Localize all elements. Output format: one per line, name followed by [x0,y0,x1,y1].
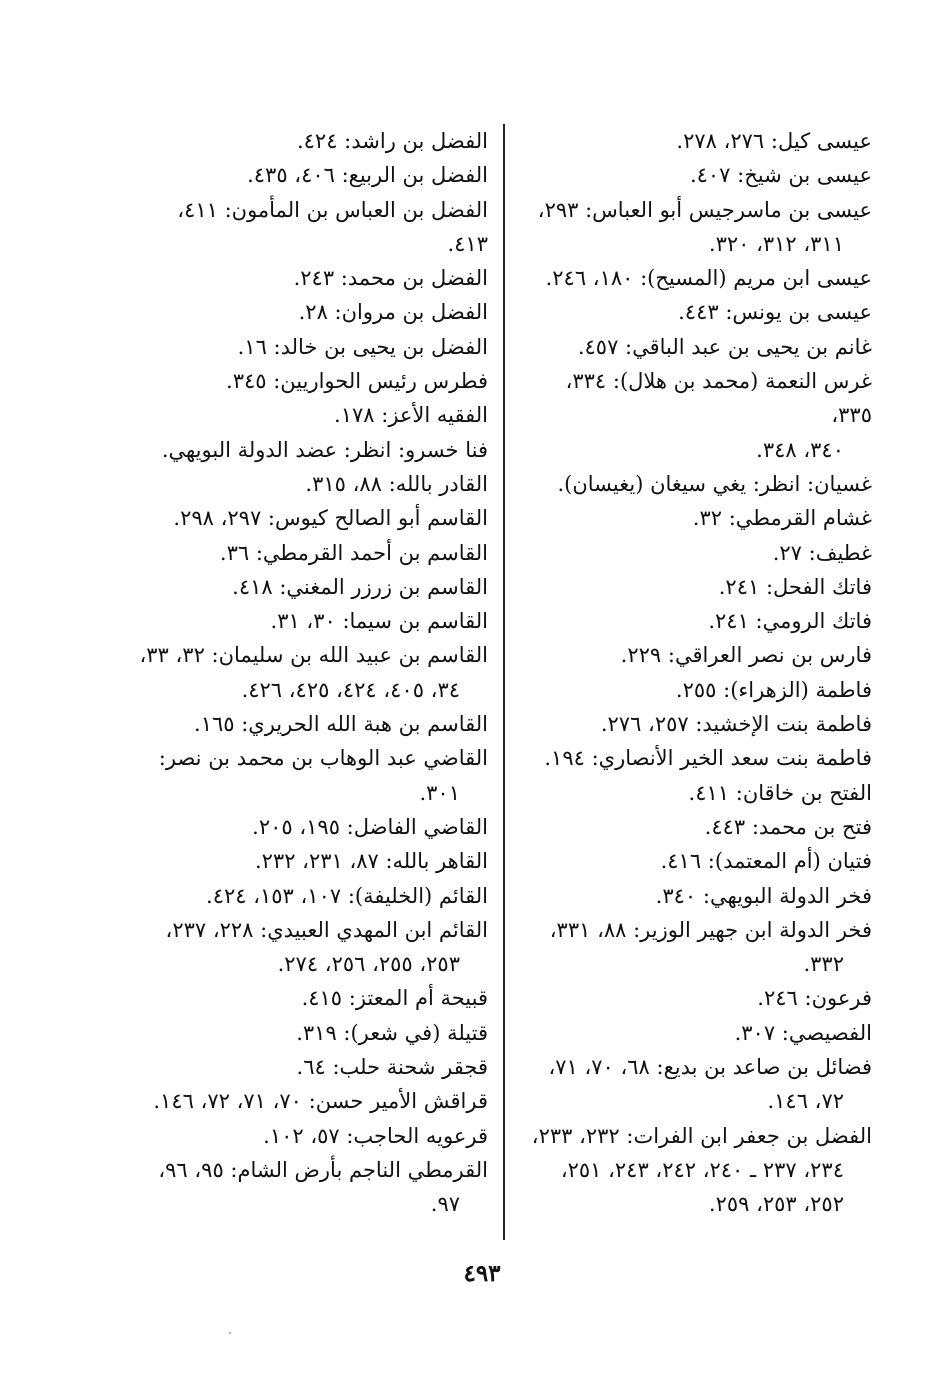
index-entry-text: قتيلة (في شعر): ٣١٩. [296,1020,488,1045]
scan-speck [229,1332,231,1334]
index-entry-text: فخر الدولة البويهي: ٣٤٠. [655,883,872,908]
index-entry-continuation: ٣١١، ٣١٢، ٣٢٠. [708,231,844,256]
index-entry [138,570,488,604]
index-entry [138,604,488,638]
index-entry [520,810,872,844]
index-entry-text: غطيف: ٢٧. [772,540,872,565]
index-entry-text: فطرس رئيس الحواريين: ٣٤٥. [226,369,488,394]
index-entry [138,1084,488,1118]
index-entry [138,741,488,810]
index-entry-text: القاضي الفاضل: ١٩٥، ٢٠٥. [252,814,488,839]
index-entry-text: القاسم بن أحمد القرمطي: ٣٦. [219,540,488,565]
index-entry-continuation: ٢٥٣، ٢٥٥، ٢٥٦، ٢٧٤. [277,952,460,977]
index-entry [520,741,872,775]
index-entry [520,330,872,364]
index-entry [138,981,488,1015]
index-entry [138,295,488,329]
index-entry [520,638,872,672]
index-entry-text: الفضل بن محمد: ٢٤٣. [293,266,488,291]
index-entry [520,1119,872,1188]
index-entry-text: فنا خسرو: انظر: عضد الدولة البويهي. [161,437,488,462]
index-entry [520,467,872,501]
index-entry [138,158,488,192]
index-entry [520,776,872,810]
index-entry-text: فاطمة بنت سعد الخير الأنصاري: ١٩٤. [544,746,872,771]
index-entry [520,981,872,1015]
index-entry-text: غانم بن يحيى بن عبد الباقي: ٤٥٧. [577,334,872,359]
column-divider [503,124,505,1240]
index-entry [138,1050,488,1084]
index-entry-text: الفتح بن خاقان: ٤١١. [688,780,872,805]
index-entry-continuation: ٣٣٢. [803,952,844,977]
index-entry-text: القاضي عبد الوهاب بن محمد بن نصر: [158,746,488,771]
index-entry-text: غرس النعمة (محمد بن هلال): ٣٣٤، ٣٣٥، [565,369,872,428]
index-entry-text: عيسى ابن مريم (المسيح): ١٨٠، ٢٤٦. [545,266,872,291]
index-entry [520,1187,872,1221]
index-entry [138,193,488,262]
index-entry-text: الفضل بن العباس بن المأمون: ٤١١، ٤١٣. [177,197,488,256]
index-entry-text: غشام القرمطي: ٣٢. [692,506,872,531]
index-entry [520,604,872,638]
index-entry-text: القاسم أبو الصالح كيوس: ٢٩٧، ٢٩٨. [173,506,488,531]
index-entry [138,330,488,364]
index-entry [138,638,488,707]
index-entry [520,536,872,570]
index-entry-text: الفضل بن جعفر ابن الفرات: ٢٣٢، ٢٣٣، [531,1123,872,1148]
index-entry [138,467,488,501]
index-entry-text: فارس بن نصر العراقي: ٢٢٩. [620,643,872,668]
index-entry [520,707,872,741]
index-entry-text: الفضل بن يحيى بن خالد: ١٦. [237,334,488,359]
index-entry [138,364,488,398]
index-entry-text: فخر الدولة ابن جهير الوزير: ٨٨، ٣٣١، [549,917,872,942]
index-entry [520,844,872,878]
index-entry-text: الفضل بن الربيع: ٤٠٦، ٤٣٥. [247,163,488,188]
index-entry-text: قجقر شحنة حلب: ٦٤. [296,1055,488,1080]
index-entry [520,295,872,329]
index-entry-text: فاتك الفحل: ٢٤١. [718,574,872,599]
index-entry-text: فتيان (أم المعتمد): ٤١٦. [660,849,872,874]
index-entry [520,193,872,262]
index-entry [520,501,872,535]
index-entry-continuation: ٣٤، ٤٠٥، ٤٢٤، ٤٢٥، ٤٢٦. [241,677,460,702]
index-entry-text: الفضل بن مروان: ٢٨. [298,300,488,325]
index-entry-text: القاسم بن سيما: ٣٠، ٣١. [270,609,488,634]
index-entry-text: القاسم بن عبيد الله بن سليمان: ٣٢، ٣٣، [139,643,488,668]
index-entry [520,1050,872,1119]
index-entry-text: الفضل بن راشد: ٤٢٤. [296,129,488,153]
index-entry-text: القاسم بن زرزر المغني: ٤١٨. [232,574,488,599]
index-entry-continuation: ٢٥٢، ٢٥٣، ٢٥٩. [708,1192,844,1217]
page-number: ٤٩٣ [463,1260,501,1287]
index-entry-continuation: ٣٠١. [419,780,460,805]
index-entry [138,1119,488,1153]
index-entry-text: قراقش الأمير حسن: ٧٠، ٧١، ٧٢، ١٤٦. [153,1089,488,1114]
index-entry [520,261,872,295]
index-entry-text: فضائل بن صاعد بن بديع: ٦٨، ٧٠، ٧١، [548,1055,872,1080]
index-entry-text: فرعون: ٢٤٦. [757,986,872,1011]
index-column-right [520,124,872,1222]
index-entry [138,707,488,741]
index-entry [520,1016,872,1050]
index-entry-text: قبيحة أم المعتز: ٤١٥. [301,986,488,1011]
index-entry [520,158,872,192]
index-entry-text: فاطمة بنت الإخشيد: ٢٥٧، ٢٧٦. [600,712,872,737]
index-entry [138,261,488,295]
index-entry-text: القادر بالله: ٨٨، ٣١٥. [305,471,488,496]
index-entry [138,536,488,570]
index-entry-continuation: ٢٣٤، ٢٣٧ ـ ٢٤٠، ٢٤٢، ٢٤٣، ٢٥١، [560,1157,844,1182]
index-entry-text: عيسى كيل: ٢٧٦، ٢٧٨. [676,129,872,153]
index-entry [520,673,872,707]
index-entry-text: القرمطي الناجم بأرض الشام: ٩٥، ٩٦، [158,1157,488,1182]
index-entry-text: فتح بن محمد: ٤٤٣. [704,814,872,839]
index-entry [520,913,872,982]
index-entry [520,124,872,158]
index-entry [138,124,488,158]
index-entry-text: القاهر بالله: ٨٧، ٢٣١، ٢٣٢. [254,849,488,874]
index-entry [138,1016,488,1050]
index-entry-continuation: ٧٢، ١٤٦. [767,1089,844,1114]
index-entry-text: فاتك الرومي: ٢٤١. [708,609,872,634]
index-entry-text: القائم (الخليفة): ١٠٧، ١٥٣، ٤٢٤. [206,883,488,908]
index-entry [520,364,872,467]
index-entry-continuation: ٩٧. [430,1192,460,1217]
index-entry-text: عيسى بن يونس: ٤٤٣. [678,300,872,325]
index-entry [138,913,488,982]
index-entry [138,398,488,432]
index-entry [138,879,488,913]
index-entry-continuation: ٣٤٠، ٣٤٨. [756,437,844,462]
index-entry [138,501,488,535]
index-entry-text: القاسم بن هبة الله الحريري: ١٦٥. [194,712,488,737]
index-entry-text: الفقيه الأعز: ١٧٨. [334,403,488,428]
index-entry [520,879,872,913]
index-entry-text: فاطمة (الزهراء): ٢٥٥. [675,677,872,702]
index-entry-text: غسيان: انظر: يغي سيغان (يغيسان). [557,471,872,496]
index-entry-text: عيسى بن شيخ: ٤٠٧. [689,163,872,188]
index-entry [138,844,488,878]
index-entry-text: القائم ابن المهدي العبيدي: ٢٢٨، ٢٣٧، [165,917,488,942]
index-entry [138,810,488,844]
index-entry [138,433,488,467]
index-entry-text: قرعويه الحاجب: ٥٧، ١٠٢. [263,1123,488,1148]
index-entry-text: الفصيصي: ٣٠٧. [734,1020,872,1045]
index-entry [520,570,872,604]
index-entry-text: عيسى بن ماسرجيس أبو العباس: ٢٩٣، [537,197,872,222]
index-column-left [138,124,488,1222]
index-entry [138,1153,488,1222]
